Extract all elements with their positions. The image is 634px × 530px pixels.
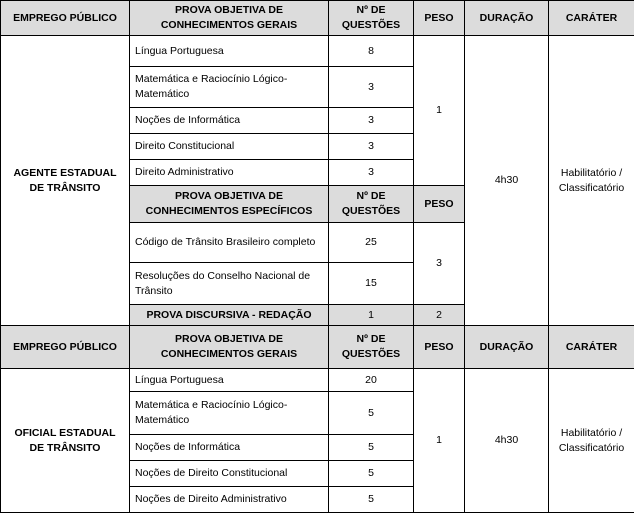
questions-cell: 3 — [329, 134, 414, 160]
header-peso: PESO — [414, 1, 465, 36]
table-row — [1, 369, 634, 392]
subject-cell: Matemática e Raciocínio Lógico-Matemático — [130, 67, 329, 108]
questions-cell: 3 — [329, 108, 414, 134]
header-peso: PESO — [414, 326, 465, 369]
role-oficial: OFICIAL ESTADUAL DE TRÂNSITO — [1, 369, 130, 513]
discursiva-label: PROVA DISCURSIVA - REDAÇÃO — [130, 305, 329, 326]
header-questoes: Nº DE QUESTÕES — [329, 326, 414, 369]
table-row — [1, 36, 634, 67]
questions-cell: 20 — [329, 369, 414, 392]
questions-cell: 3 — [329, 67, 414, 108]
header-prova-gerais: PROVA OBJETIVA DE CONHECIMENTOS GERAIS — [130, 1, 329, 36]
weight-gerais: 1 — [414, 36, 465, 186]
weight-gerais-2: 1 — [414, 369, 465, 513]
header-row-2 — [1, 326, 634, 369]
subject-cell: Matemática e Raciocínio Lógico-Matemático — [130, 392, 329, 435]
questions-cell: 25 — [329, 223, 414, 263]
header-row — [1, 1, 634, 36]
weight-especificos: 3 — [414, 223, 465, 305]
character-cell-2: Habilitatório / Classificatório — [549, 369, 634, 513]
subject-cell: Noções de Informática — [130, 108, 329, 134]
subject-cell: Direito Administrativo — [130, 160, 329, 186]
subject-cell: Noções de Informática — [130, 435, 329, 461]
header-carater: CARÁTER — [549, 1, 634, 36]
header-prova-gerais: PROVA OBJETIVA DE CONHECIMENTOS GERAIS — [130, 326, 329, 369]
character-cell: Habilitatório / Classificatório — [549, 36, 634, 326]
header-duracao: DURAÇÃO — [465, 326, 549, 369]
questions-cell: 5 — [329, 392, 414, 435]
header-emprego: EMPREGO PÚBLICO — [1, 326, 130, 369]
subject-cell: Resoluções do Conselho Nacional de Trânsito — [130, 263, 329, 305]
questions-cell: 5 — [329, 461, 414, 487]
questions-cell: 8 — [329, 36, 414, 67]
questions-cell: 3 — [329, 160, 414, 186]
questions-cell: 5 — [329, 487, 414, 513]
duration-cell-2: 4h30 — [465, 369, 549, 513]
questions-cell: 5 — [329, 435, 414, 461]
subject-cell: Noções de Direito Constitucional — [130, 461, 329, 487]
role-agente: AGENTE ESTADUAL DE TRÂNSITO — [1, 36, 130, 326]
subject-cell: Língua Portuguesa — [130, 36, 329, 67]
questions-cell: 15 — [329, 263, 414, 305]
header-carater: CARÁTER — [549, 326, 634, 369]
header-duracao: DURAÇÃO — [465, 1, 549, 36]
header-peso-especificos: PESO — [414, 186, 465, 223]
header-questoes-especificos: Nº DE QUESTÕES — [329, 186, 414, 223]
header-questoes: Nº DE QUESTÕES — [329, 1, 414, 36]
subject-cell: Noções de Direito Administrativo — [130, 487, 329, 513]
discursiva-questions: 1 — [329, 305, 414, 326]
header-emprego: EMPREGO PÚBLICO — [1, 1, 130, 36]
subject-cell: Código de Trânsito Brasileiro completo — [130, 223, 329, 263]
duration-cell: 4h30 — [465, 36, 549, 326]
header-prova-especificos: PROVA OBJETIVA DE CONHECIMENTOS ESPECÍFICOS — [130, 186, 329, 223]
subject-cell: Direito Constitucional — [130, 134, 329, 160]
discursiva-weight: 2 — [414, 305, 465, 326]
subject-cell: Língua Portuguesa — [130, 369, 329, 392]
